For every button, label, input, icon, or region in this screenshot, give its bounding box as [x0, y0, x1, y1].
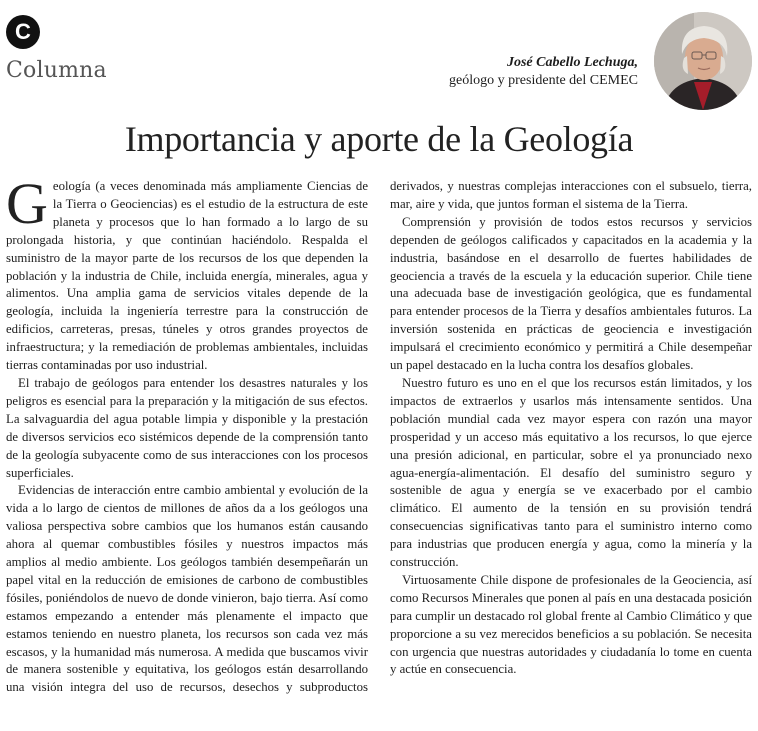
paragraph: Geología (a veces denominada más ampliamente Ciencias de la Tierra o Geociencias) es el estudio de la estructura de este planeta y procesos que lo han formado a lo largo de su prolongada historia, y que continúan haciéndolo. Respalda el suministro de la mayor parte de los recursos de los que dependen la población y la industria de Chile, incluida energía, minerales, agua y alimentos. Una amplia gama de servicios vitales depende de la geología, incluida la ingeniería terrestre para la construcción de edificios, carreteras, presas, túneles y otros grandes proyectos de infraestructura; y la remediación de problemas ambientales, incluidas tierras contaminadas por uso industrial.: [6, 171, 368, 373]
paragraph: Virtuosamente Chile dispone de profesionales de la Geociencia, así como Recursos Minerales que ponen al país en una destacada posición para cumplir un destacado rol global frente al Cambio Climático y que proporcione a su vez merecidos beneficios a su población. Se necesita con urgencia que nuestras autoridades y ciudadanía lo tome en cuenta y actúe en consecuencia.: [390, 572, 752, 677]
author-role: geólogo y presidente del CEMEC: [449, 73, 638, 88]
author-name: José Cabello Lechuga,: [506, 55, 638, 70]
author-portrait: [654, 12, 752, 110]
paragraph: Evidencias de interacción entre cambio ambiental y evolución de la vida a lo largo de cientos de millones de años da a los geólogos una valiosa perspectiva sobre cambios que los humanos están causando ahora al quemar combustibles fósiles y nuestros impactos más amplios al medio ambiente. Los geólogos también desempeñarán un papel vital en la reducción de emisiones de carbono de combustibles fósiles, poniéndolos de nuevo de donde vinieron, bajo tierra. Así como estamos empezando a entender más plenamente el impacto que estamos teniendo en nuestro planeta, los recursos son cada vez más escasos, y la humanidad más numerosa. A medida que buscamos vivir de manera sostenible y equitativa, los geólogos están desarrollando una visión integra del uso de recursos, desechos y subproductos derivados, y nuestras complejas interacciones con el subsuelo, tierra, mar, aire y vida, que juntos forman el sistema de la Tierra.: [6, 179, 752, 695]
paragraph: El trabajo de geólogos para entender los desastres naturales y los peligros es esencial para la preparación y la mitigación de sus efectos. La salvaguardia del agua potable limpia y disponible y la prestación de diversos servicios eco sistémicos depende de la comprensión tanto de la geología subyacente como de sus interacciones con los procesos superficiales.: [6, 375, 368, 480]
column-badge: C: [6, 15, 40, 49]
author-byline: [449, 54, 638, 90]
paragraph: Nuestro futuro es uno en el que los recursos están limitados, y los impactos de extraerlos y usarlos más intensamente sentidos. Una población mundial cada vez mayor espera con razón una mayor prosperidad y un acceso más equitativo a los recursos, lo que ejerce una presión adicional, en particular, sobre el ya pronunciado nexo agua-energía-alimentación. El desafío del suministro seguro y sostenible de agua y energía se ve exacerbado por el cambio climático. El aumento de la tensión en su provisión tendrá consecuencias significativas tanto para el suministro interno como para industrias que producen energía y agua, como la minería y la construcción.: [390, 375, 752, 570]
article-headline: Importancia y aporte de la Geología: [124, 119, 634, 159]
article-body: [6, 171, 752, 730]
paragraph: Comprensión y provisión de todos estos recursos y servicios dependen de geólogos calificados y capacitados en la academia y la industria, basándose en el desarrollo de fuertes habilidades de geociencia a través de la escuela y la educación superior. Chile tiene una adecuada base de investigación geológica, que es fundamental para entender procesos de la Tierra y desafíos ambientales futuros. La inversión sostenida en prácticas de geociencia e investigación impulsará el crecimiento económico y permitirá a Chile desempeñar un papel destacado en la lucha contra los desafíos globales.: [390, 214, 752, 373]
section-label: Columna: [6, 58, 107, 83]
